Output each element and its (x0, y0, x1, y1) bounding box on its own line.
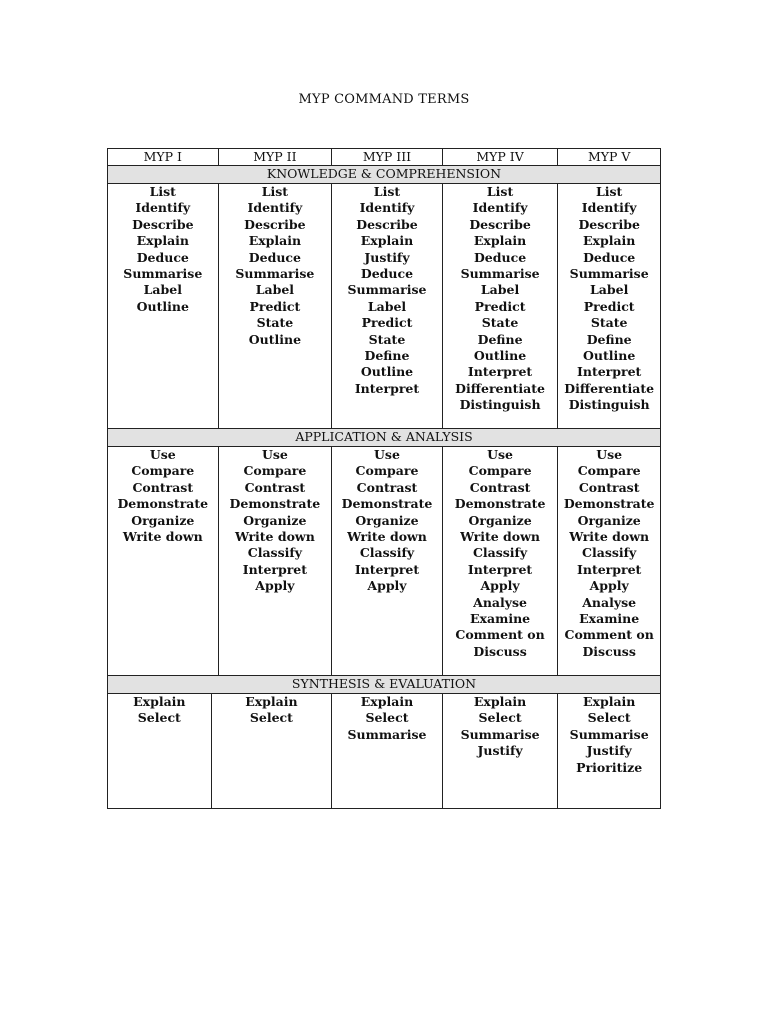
section-body-knowledge (108, 184, 660, 429)
command-term: Label (255, 282, 295, 298)
command-term: Outline (136, 298, 189, 314)
command-term: Compare (131, 463, 195, 479)
command-term: Compare (468, 463, 532, 479)
command-term: Write down (234, 529, 315, 545)
command-term: Select (249, 710, 293, 726)
command-term: Comment on (564, 627, 654, 643)
command-term: Demonstrate (229, 496, 321, 512)
command-term: Differentiate (455, 380, 545, 396)
command-term: Interpret (354, 380, 420, 396)
command-term: Compare (355, 463, 419, 479)
terms-cell (108, 184, 219, 428)
command-term: Outline (360, 364, 414, 380)
command-term: State (256, 315, 294, 331)
command-term: Demonstrate (117, 496, 209, 512)
command-term: Use (261, 447, 288, 462)
command-term: Label (480, 282, 520, 298)
command-term: Demonstrate (454, 496, 546, 512)
command-term: Identify (472, 200, 528, 216)
command-term: Deduce (248, 249, 301, 265)
command-term: Summarise (123, 266, 203, 282)
command-term: Contrast (578, 479, 640, 495)
column-header-myp-1: MYP I (108, 149, 219, 165)
command-term: Justify (364, 249, 410, 265)
command-term: Use (374, 447, 400, 462)
command-term: Describe (244, 216, 306, 232)
command-term: Define (477, 331, 523, 347)
terms-cell (443, 694, 559, 808)
command-term: Analyse (582, 594, 637, 610)
command-term: List (595, 184, 623, 199)
command-term: Justify (586, 743, 632, 759)
column-header-myp-3: MYP III (332, 149, 443, 165)
command-term: Deduce (583, 249, 636, 265)
command-term: Summarise (460, 726, 540, 742)
command-term: Explain (133, 694, 186, 709)
terms-cell (443, 447, 559, 675)
command-term: Discuss (582, 643, 636, 659)
command-term: Differentiate (564, 380, 655, 396)
command-term: Classify (247, 545, 303, 561)
command-term: Contrast (469, 479, 531, 495)
command-term: Deduce (360, 266, 414, 282)
command-term: Predict (249, 298, 301, 314)
command-term: Demonstrate (563, 496, 655, 512)
command-term: Contrast (244, 479, 306, 495)
command-term: Select (587, 710, 631, 726)
terms-cell (332, 184, 443, 428)
section-heading-application: APPLICATION & ANALYSIS (108, 429, 660, 447)
terms-cell (332, 447, 443, 675)
command-term: Distinguish (568, 397, 650, 413)
command-term: Organize (243, 512, 307, 528)
command-term: Organize (577, 512, 641, 528)
column-header-myp-5: MYP V (587, 149, 631, 164)
command-term: State (368, 331, 406, 347)
command-term: Analyse (473, 594, 528, 610)
command-term: Compare (243, 463, 307, 479)
command-term: Summarise (569, 266, 649, 282)
command-term: Interpret (577, 364, 642, 380)
command-term: Interpret (242, 561, 308, 577)
command-term: Select (137, 710, 181, 726)
terms-cell (108, 447, 219, 675)
command-term: Select (478, 710, 522, 726)
section-heading-synthesis: SYNTHESIS & EVALUATION (108, 676, 660, 694)
terms-cell (212, 694, 333, 808)
table-header-row (108, 149, 660, 166)
command-term: Identify (247, 200, 303, 216)
command-term: List (373, 184, 401, 199)
command-term: Demonstrate (341, 496, 433, 512)
terms-cell (108, 694, 212, 808)
command-term: Comment on (455, 627, 545, 643)
command-term: Define (586, 331, 632, 347)
command-term: Organize (355, 512, 419, 528)
terms-cell (558, 447, 660, 675)
command-term: Label (590, 282, 629, 298)
command-term: Use (596, 447, 623, 462)
command-term: Apply (367, 578, 407, 594)
command-term: Use (487, 447, 514, 462)
command-term: Write down (347, 529, 427, 545)
command-term: Prioritize (576, 759, 643, 775)
command-term: Classify (359, 545, 415, 561)
section-heading-knowledge: KNOWLEDGE & COMPREHENSION (108, 166, 660, 184)
command-term: Apply (255, 578, 295, 594)
terms-cell (219, 447, 333, 675)
command-term: Describe (469, 216, 531, 232)
command-term: Summarise (347, 726, 427, 742)
command-term: List (149, 184, 176, 199)
command-term: Identify (359, 200, 415, 216)
terms-cell (558, 184, 660, 428)
command-term: Label (367, 298, 407, 314)
command-term: Apply (480, 578, 520, 594)
command-term: Label (143, 282, 182, 298)
command-term: Describe (578, 216, 640, 232)
command-term: Classify (582, 545, 637, 561)
command-term: Use (149, 447, 176, 462)
command-term: Contrast (356, 479, 418, 495)
command-term: Write down (460, 529, 540, 545)
command-term: List (261, 184, 289, 199)
command-term: Explain (582, 694, 636, 709)
column-header-myp-2: MYP II (219, 149, 333, 165)
command-term: Explain (360, 694, 414, 709)
command-term: Contrast (132, 479, 194, 495)
command-term: Select (365, 710, 409, 726)
command-term: Examine (470, 611, 531, 627)
command-term: Describe (356, 216, 418, 232)
command-term: Write down (569, 529, 650, 545)
command-term: Examine (579, 611, 640, 627)
command-term: Identify (135, 200, 191, 216)
command-term: Explain (582, 233, 636, 249)
command-term: Interpret (354, 561, 420, 577)
command-term: Classify (472, 545, 528, 561)
command-term: Interpret (467, 561, 533, 577)
section-body-application (108, 447, 660, 676)
command-terms-table (107, 148, 661, 809)
command-term: Organize (468, 512, 532, 528)
command-term: Deduce (473, 249, 527, 265)
command-term: Explain (473, 694, 527, 709)
command-term: Explain (245, 694, 298, 709)
terms-cell (558, 694, 660, 808)
command-term: Organize (131, 512, 195, 528)
command-term: Distinguish (459, 397, 541, 413)
command-term: Deduce (136, 249, 189, 265)
command-term: Write down (122, 529, 203, 545)
command-term: Outline (473, 348, 527, 364)
command-term: Predict (583, 298, 635, 314)
command-term: Predict (474, 298, 526, 314)
command-term: Predict (361, 315, 413, 331)
command-term: Explain (360, 233, 414, 249)
command-term: Interpret (577, 561, 642, 577)
command-term: Justify (477, 743, 523, 759)
command-term: Compare (577, 463, 641, 479)
command-term: Describe (132, 216, 194, 232)
command-term: List (486, 184, 514, 199)
command-term: Summarise (347, 282, 427, 298)
command-term: Discuss (473, 643, 527, 659)
command-term: Explain (248, 233, 302, 249)
command-term: State (590, 315, 628, 331)
command-term: Identify (581, 200, 637, 216)
terms-cell (219, 184, 333, 428)
command-term: Summarise (235, 266, 315, 282)
command-term: Interpret (467, 364, 533, 380)
command-term: Outline (248, 331, 302, 347)
column-header-myp-4: MYP IV (443, 149, 559, 165)
command-term: Summarise (460, 266, 540, 282)
command-term: Outline (583, 348, 636, 364)
terms-cell (332, 694, 443, 808)
command-term: Define (364, 348, 410, 364)
command-term: Explain (473, 233, 527, 249)
document-title: MYP COMMAND TERMS (298, 92, 470, 107)
command-term: Summarise (569, 726, 649, 742)
terms-cell (443, 184, 559, 428)
command-term: Explain (136, 233, 189, 249)
section-body-synthesis (108, 694, 660, 808)
command-term: State (481, 315, 519, 331)
command-term: Apply (589, 578, 629, 594)
